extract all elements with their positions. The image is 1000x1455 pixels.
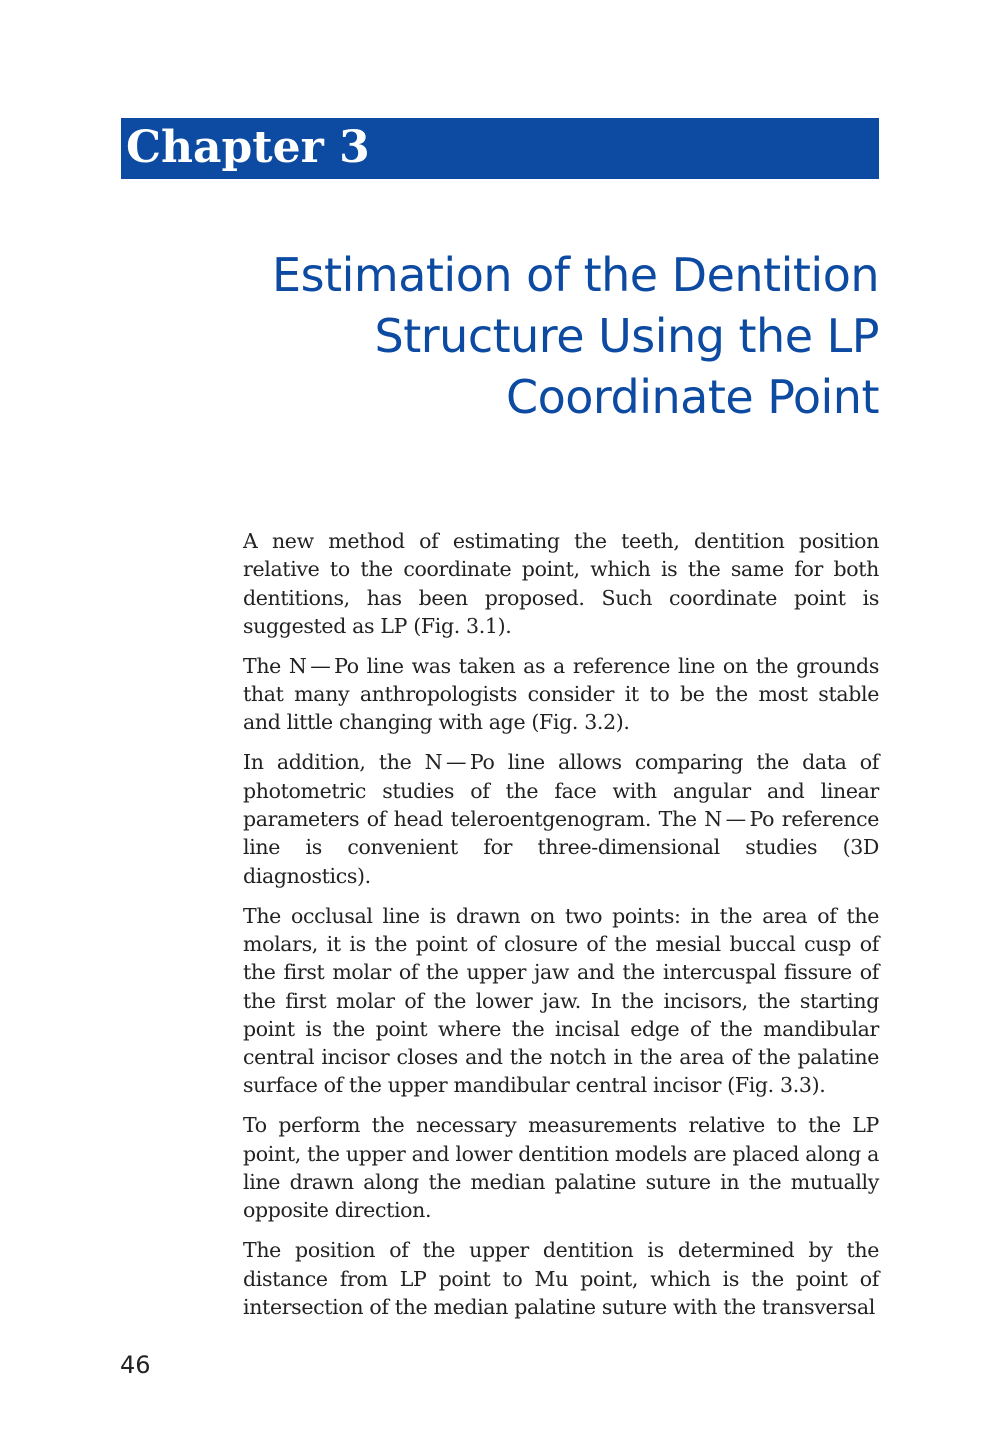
- paragraph: To perform the necessary measurements relative to the LP point, the upper and lower dentition models are placed along a line drawn along the median palatine suture in the mutually opposite direction.: [243, 1113, 879, 1223]
- chapter-title-line: Estimation of the Dentition: [272, 247, 879, 302]
- paragraph: In addition, the N — Po line allows comparing the data of photometric studies of the face with angular and linear parameters of head teleroentgenogram. The N — Po reference line is convenient for three-dimensional studies (3D diagnostics).: [243, 750, 879, 888]
- paragraph: The occlusal line is drawn on two points: in the area of the molars, it is the point of closure of the mesial buccal cusp of the first molar of the upper jaw and the intercuspal fissure of the first molar of the lower jaw. In the incisors, the starting point is the point where the incisal edge of the mandibular central incisor closes and the notch in the area of the palatine surface of the upper mandibular central incisor (Fig. 3.3).: [243, 903, 879, 1098]
- paragraph: The N — Po line was taken as a reference line on the grounds that many anthropologists consider it to be the most stable and little changing with age (Fig. 3.2).: [243, 653, 879, 735]
- page-number: 46: [120, 1351, 151, 1379]
- paragraph: A new method of estimating the teeth, dentition position relative to the coordinate point, which is the same for both dentitions, has been proposed. Such coordinate point is suggested as LP (Fig. 3.1).: [243, 529, 879, 638]
- chapter-title-line: Coordinate Point: [505, 369, 879, 424]
- chapter-label: Chapter 3: [126, 122, 370, 173]
- chapter-title-line: Structure Using the LP: [374, 308, 879, 363]
- chapter-heading-bar: [121, 118, 879, 179]
- paragraph: The position of the upper dentition is determined by the distance from LP point to Mu point, which is the point of intersection of the median palatine suture with the transversal: [243, 1238, 879, 1319]
- body-text: [243, 527, 879, 1333]
- chapter-title: [199, 245, 879, 428]
